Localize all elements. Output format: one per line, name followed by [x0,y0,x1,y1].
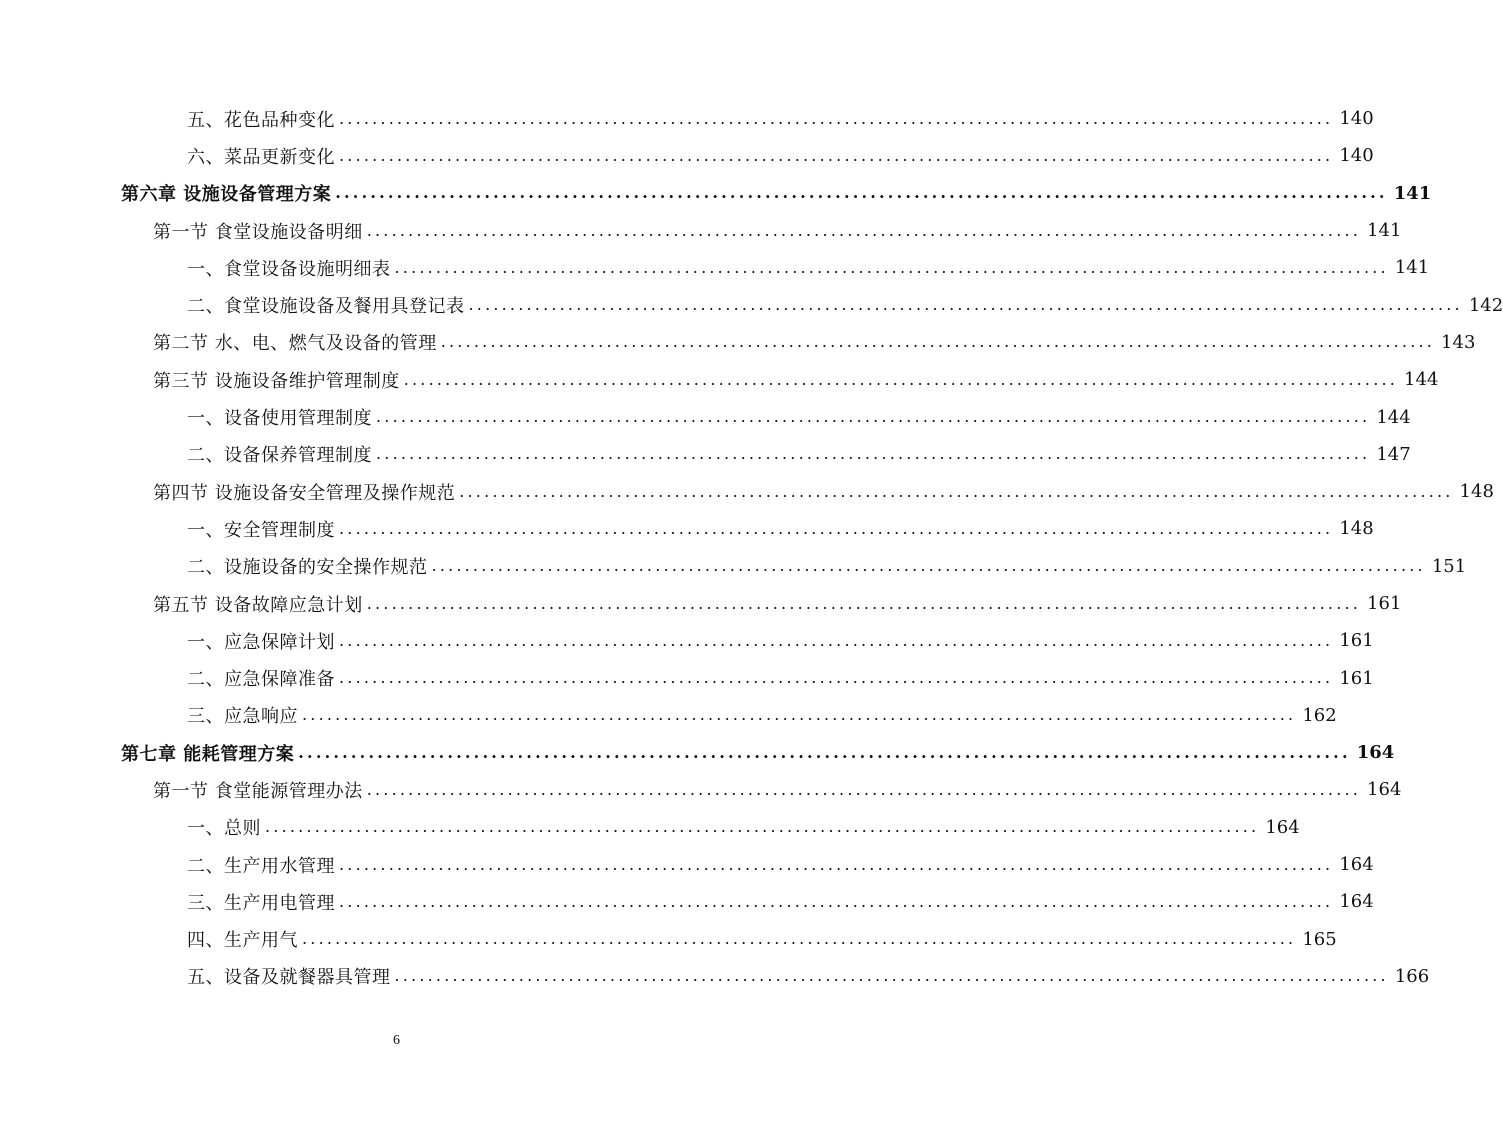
table-of-contents [0,100,1503,995]
toc-entry-title: 第五节 设备故障应急计划 [153,594,363,616]
toc-dot-leader: ........................................................................................................................ [339,891,1334,911]
toc-entry-title: 一、食堂设备设施明细表 [187,258,391,280]
toc-subsection-entry[interactable] [0,436,1411,473]
toc-section-entry[interactable] [0,473,1494,510]
toc-dot-leader: ........................................................................................................................ [298,742,1351,762]
toc-entry-title: 一、安全管理制度 [187,519,335,541]
toc-entry-page-number: 164 [1339,854,1374,876]
toc-dot-leader: ........................................................................................................................ [265,817,1260,837]
toc-chapter-entry[interactable] [0,175,1432,212]
toc-entry-title: 二、应急保障准备 [187,669,335,691]
toc-entry-title: 一、总则 [187,818,261,840]
toc-entry-title: 二、生产用水管理 [187,855,335,877]
toc-entry-page-number: 141 [1394,257,1430,279]
toc-entry-page-number: 148 [1339,518,1374,540]
toc-dot-leader: ........................................................................................................................ [339,854,1334,874]
toc-entry-title: 四、生产用气 [187,930,298,952]
toc-subsection-entry[interactable] [0,659,1374,696]
toc-entry-page-number: 148 [1459,481,1494,503]
toc-entry-page-number: 151 [1431,555,1467,577]
toc-dot-leader: ........................................................................................................................ [366,220,1362,240]
toc-dot-leader: ........................................................................................................................ [431,556,1426,576]
toc-dot-leader: ........................................................................................................................ [335,183,1388,203]
toc-entry-page-number: 161 [1339,667,1374,689]
toc-entry-page-number: 162 [1302,704,1337,726]
toc-dot-leader: ........................................................................................................................ [440,332,1436,352]
toc-entry-page-number: 161 [1339,630,1374,652]
toc-entry-title: 二、设备保养管理制度 [187,445,372,467]
toc-entry-page-number: 140 [1339,108,1374,130]
toc-entry-page-number: 164 [1265,816,1300,838]
toc-dot-leader: ........................................................................................................................ [339,668,1334,688]
toc-entry-title: 二、食堂设施设备及餐用具登记表 [187,296,465,318]
toc-entry-title: 五、设备及就餐器具管理 [187,967,391,989]
toc-subsection-entry[interactable] [0,249,1430,286]
toc-dot-leader: ........................................................................................................................ [339,108,1334,128]
toc-entry-page-number: 147 [1376,443,1411,465]
toc-dot-leader: ........................................................................................................................ [366,779,1362,799]
toc-subsection-entry[interactable] [0,137,1374,174]
toc-subsection-entry[interactable] [0,100,1374,137]
page-number: 6 [393,1033,400,1048]
toc-entry-page-number: 144 [1404,369,1439,391]
toc-entry-page-number: 141 [1367,220,1402,242]
toc-section-entry[interactable] [0,324,1476,361]
toc-entry-page-number: 143 [1441,331,1476,353]
toc-dot-leader: ........................................................................................................................ [394,966,1389,986]
toc-chapter-entry[interactable] [0,734,1395,771]
toc-section-entry[interactable] [0,361,1439,398]
toc-entry-title: 第一节 食堂能源管理办法 [153,780,363,802]
toc-subsection-entry[interactable] [0,958,1430,995]
toc-dot-leader: ........................................................................................................................ [302,705,1297,725]
toc-entry-title: 第三节 设施设备维护管理制度 [153,370,400,392]
toc-section-entry[interactable] [0,212,1402,249]
toc-subsection-entry[interactable] [0,809,1300,846]
toc-subsection-entry[interactable] [0,846,1374,883]
toc-entry-page-number: 164 [1356,742,1395,764]
toc-entry-title: 五、花色品种变化 [187,109,335,131]
toc-section-entry[interactable] [0,585,1402,622]
toc-entry-page-number: 164 [1339,891,1374,913]
toc-subsection-entry[interactable] [0,622,1374,659]
toc-subsection-entry[interactable] [0,398,1411,435]
toc-entry-title: 一、设备使用管理制度 [187,408,372,430]
toc-subsection-entry[interactable] [0,697,1337,734]
toc-section-entry[interactable] [0,771,1402,808]
toc-entry-page-number: 144 [1376,406,1411,428]
toc-subsection-entry[interactable] [0,286,1503,323]
toc-dot-leader: ........................................................................................................................ [376,444,1371,464]
toc-entry-title: 第六章 设施设备管理方案 [121,184,332,206]
toc-entry-title: 第一节 食堂设施设备明细 [153,221,363,243]
toc-dot-leader: ........................................................................................................................ [394,257,1389,277]
toc-entry-page-number: 164 [1367,779,1402,801]
toc-entry-title: 三、应急响应 [187,706,298,728]
toc-entry-page-number: 165 [1302,928,1337,950]
toc-subsection-entry[interactable] [0,921,1337,958]
toc-entry-title: 二、设施设备的安全操作规范 [187,557,428,579]
toc-entry-page-number: 141 [1393,182,1432,204]
toc-dot-leader: ........................................................................................................................ [376,407,1371,427]
toc-dot-leader: ........................................................................................................................ [302,929,1297,949]
toc-entry-title: 第七章 能耗管理方案 [121,743,295,765]
toc-dot-leader: ........................................................................................................................ [339,145,1334,165]
toc-entry-page-number: 166 [1394,965,1430,987]
toc-entry-title: 第二节 水、电、燃气及设备的管理 [153,333,437,355]
toc-dot-leader: ........................................................................................................................ [459,481,1454,501]
toc-dot-leader: ........................................................................................................................ [468,295,1463,315]
toc-entry-page-number: 140 [1339,145,1374,167]
toc-entry-title: 三、生产用电管理 [187,892,335,914]
toc-dot-leader: ........................................................................................................................ [366,593,1362,613]
toc-entry-page-number: 142 [1468,294,1503,316]
toc-entry-title: 六、菜品更新变化 [187,146,335,168]
toc-entry-title: 第四节 设施设备安全管理及操作规范 [153,482,456,504]
toc-subsection-entry[interactable] [0,883,1374,920]
toc-subsection-entry[interactable] [0,510,1374,547]
toc-dot-leader: ........................................................................................................................ [403,369,1399,389]
toc-dot-leader: ........................................................................................................................ [339,630,1334,650]
toc-subsection-entry[interactable] [0,548,1467,585]
toc-entry-title: 一、应急保障计划 [187,631,335,653]
toc-dot-leader: ........................................................................................................................ [339,518,1334,538]
toc-entry-page-number: 161 [1367,593,1402,614]
